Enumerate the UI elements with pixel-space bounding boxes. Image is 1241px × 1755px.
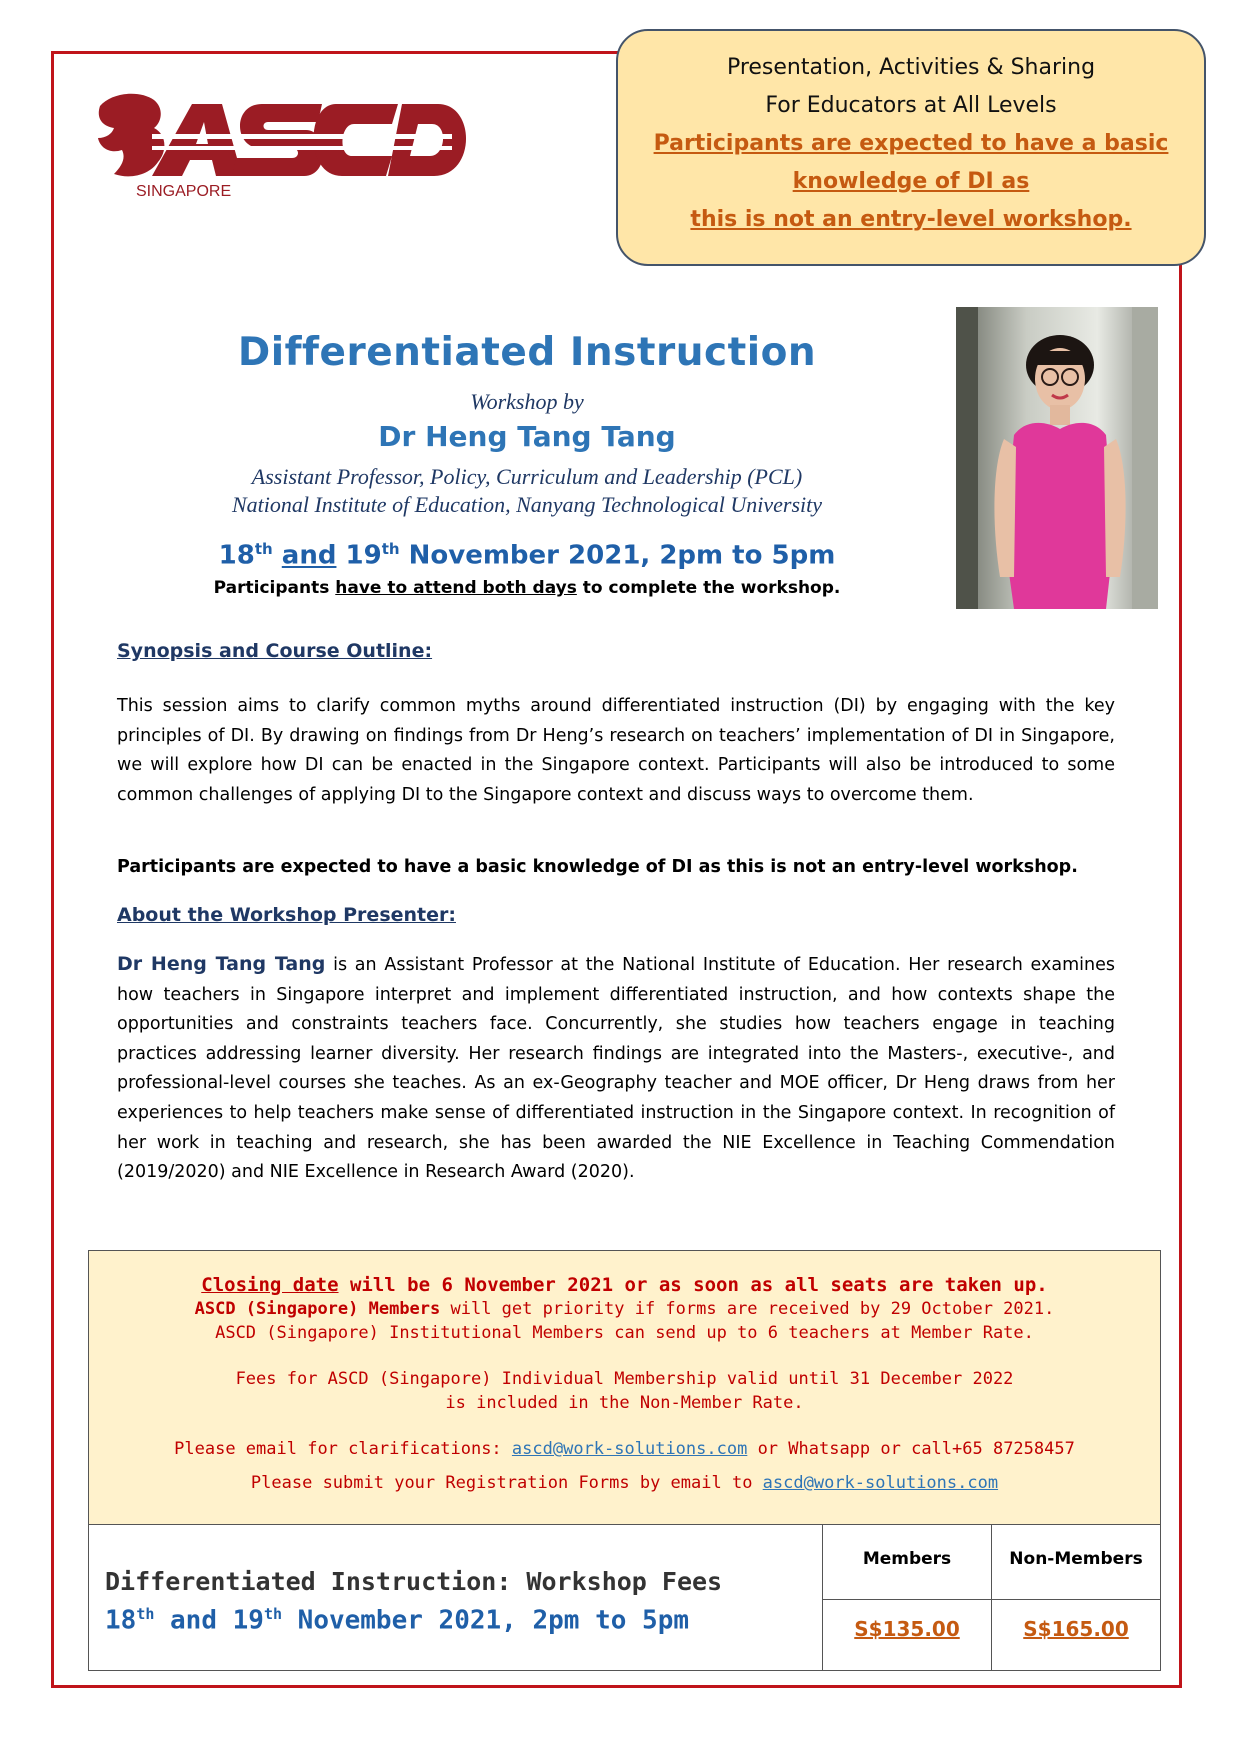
col-non-members: Non-Members: [1009, 1549, 1143, 1569]
price-non-members: S$165.00: [1023, 1617, 1129, 1641]
fees-dates: [105, 1605, 689, 1636]
presenter-affiliation: [130, 463, 924, 519]
members-label: ASCD (Singapore) Members: [194, 1299, 441, 1319]
submit-prefix: Please submit your Registration Forms by email to: [250, 1473, 763, 1493]
table-divider-1: [822, 1525, 823, 1670]
date-day-2: 19: [345, 540, 382, 571]
attend-part-a: Participants: [213, 578, 336, 598]
callout-warning-1: Participants are expected to have a basic: [653, 131, 1169, 156]
institutional-line: ASCD (Singapore) Institutional Members can send up to 6 teachers at Member Rate.: [215, 1323, 1034, 1343]
attend-part-b: to complete the workshop.: [576, 578, 841, 598]
about-body: [117, 950, 1115, 1188]
callout-line-2: For Educators at All Levels: [765, 93, 1057, 118]
workshop-dates: [150, 540, 904, 571]
email-prefix: Please email for clarifications:: [174, 1439, 512, 1459]
about-text: is an Assistant Professor at the National Institute of Education. Her research examines how teachers in Singapore interpret and implement differentiated instruction, and how contexts shape the opportunities and constraints teachers face. Concurrently, she studies how teachers engage in teaching practices addressing learner diversity. Her research findings are integrated into the Masters-, executive-, and professional-level courses she teaches. As an ex-Geography teacher and MOE officer, Dr Heng draws from her experiences to help teachers make sense of differentiated instruction in the Singapore context. In recognition of her work in teaching and research, she has been awarded the NIE Excellence in Teaching Commendation (2019/2020) and NIE Excellence in Research Award (2020).: [117, 955, 1115, 1183]
callout-line-1: Presentation, Activities & Sharing: [726, 55, 1096, 80]
date-suffix-2: th: [381, 540, 400, 558]
members-text: will get priority if forms are received by 29 October 2021.: [440, 1299, 1055, 1319]
affiliation-line-1: Assistant Professor, Policy, Curriculum and Leadership (PCL): [251, 464, 803, 489]
logo-subtext: SINGAPORE: [136, 183, 232, 200]
fees-date-mid: and 19: [154, 1605, 264, 1636]
closing-date-label: Closing date: [201, 1274, 339, 1296]
fees-date-suffix-2: th: [263, 1605, 283, 1623]
presenter-photo: [956, 307, 1158, 609]
fees-line-1: Fees for ASCD (Singapore) Individual Membership valid until 31 December 2022: [235, 1369, 1014, 1389]
about-presenter-name: Dr Heng Tang Tang: [117, 953, 326, 975]
date-and: and: [281, 540, 337, 571]
affiliation-line-2: National Institute of Education, Nanyang Technological University: [231, 492, 823, 517]
email-link[interactable]: ascd@work-solutions.com: [511, 1439, 748, 1459]
date-suffix-1: th: [254, 540, 273, 558]
col-members: Members: [862, 1549, 952, 1569]
submit-email-link[interactable]: ascd@work-solutions.com: [762, 1473, 999, 1493]
info-box: [88, 1250, 1161, 1525]
workshop-by: Workshop by: [470, 389, 584, 414]
synopsis-body: This session aims to clarify common myths around differentiated instruction (DI) by engaging with the key principles of DI. By drawing on findings from Dr Heng’s research on teachers’ implementation of DI in Singapore, we will explore how DI can be enacted in the Singapore context. Participants will also be introduced to some common challenges of applying DI to the Singapore context and discuss ways to overcome them.: [117, 696, 1115, 805]
price-members: S$135.00: [854, 1617, 960, 1641]
table-divider-2: [991, 1525, 992, 1670]
members-line: [89, 1297, 1160, 1321]
fees-table: [88, 1524, 1161, 1671]
about-heading: About the Workshop Presenter:: [117, 904, 456, 926]
fees-date-day-1: 18: [105, 1605, 137, 1636]
fees-title: Differentiated Instruction: Workshop Fees: [105, 1567, 723, 1596]
closing-date-text: will be 6 November 2021 or as soon as all seats are taken up.: [338, 1274, 1048, 1296]
callout-warning-2: knowledge of DI as: [792, 169, 1030, 194]
fees-line-2: is included in the Non-Member Rate.: [445, 1393, 804, 1413]
attendance-note: [150, 578, 904, 598]
synopsis-heading: Synopsis and Course Outline:: [117, 640, 433, 662]
date-day-1: 18: [218, 540, 255, 571]
table-row-divider: [822, 1599, 1160, 1600]
email-line: [89, 1437, 1160, 1461]
ascd-logo: [92, 88, 472, 200]
fees-date-rest: November 2021, 2pm to 5pm: [282, 1605, 690, 1636]
presenter-name: Dr Heng Tang Tang: [378, 420, 676, 453]
closing-line: [89, 1273, 1160, 1297]
page-title: Differentiated Instruction: [237, 330, 817, 375]
callout-warning-3: this is not an entry-level workshop.: [690, 207, 1132, 232]
submit-line: [89, 1471, 1160, 1495]
callout-box: [616, 29, 1206, 266]
fees-date-suffix-1: th: [136, 1605, 155, 1623]
synopsis-note: Participants are expected to have a basic knowledge of DI as this is not an entry-level workshop.: [117, 857, 1078, 877]
email-suffix: or Whatsapp or call+65 87258457: [747, 1439, 1075, 1459]
date-rest: November 2021, 2pm to 5pm: [408, 540, 836, 571]
attend-underlined: have to attend both days: [335, 578, 577, 598]
